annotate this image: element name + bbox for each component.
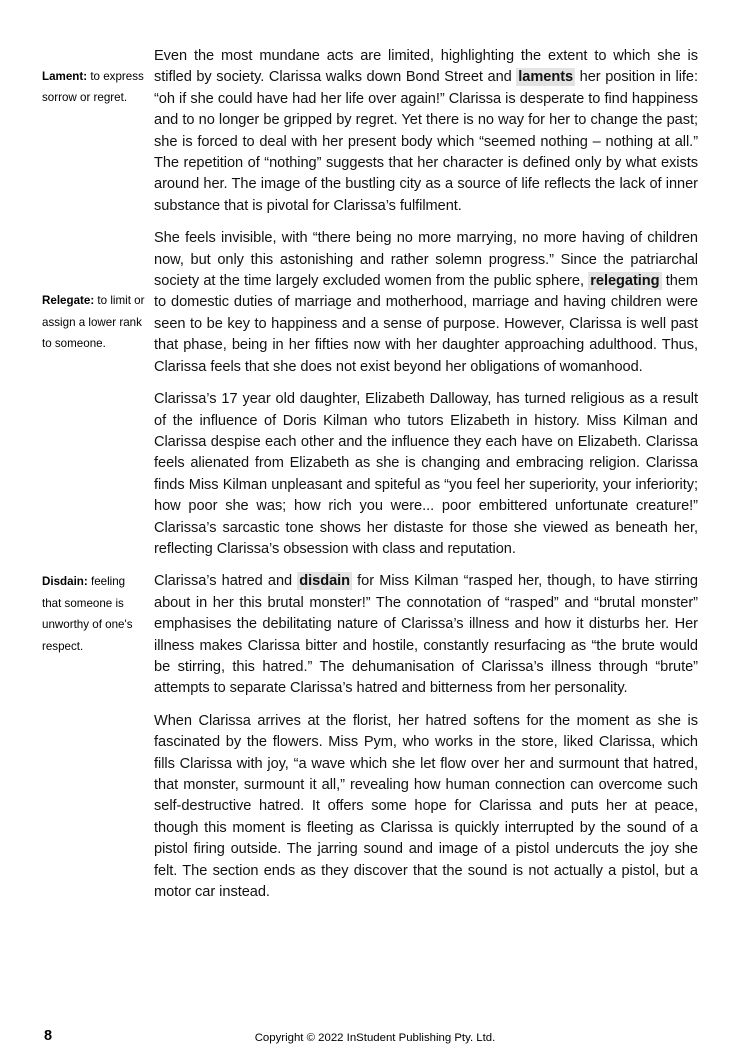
content-block-3 (42, 389, 698, 560)
definition-text: to express sorrow or regret. (42, 70, 144, 105)
paragraph-2-text-b: them to domestic duties of marriage and motherhood, marriage and having children were seen to be key to happiness and a sense of purpose. However, Clarissa is well past that phase, being in her fifties now with her daughter approaching adulthood. Thus, Clarissa feels that she does not exist beyond her obligations of womanhood. (154, 273, 699, 375)
content-block-2 (42, 228, 698, 378)
paragraph-3: Clarissa’s 17 year old daughter, Elizabeth Dalloway, has turned religious as a result of the influence of Doris Kilman who tutors Elizabeth in history. Miss Kilman and Clarissa despise each other and the influence they each have on Elizabeth. Clarissa feels alienated from Elizabeth as she is changing and embracing religion. Clarissa finds Miss Kilman unpleasant and spiteful as “you feel her superiority, your inferiority; how poor she was; how rich you were... poor embittered unfortunate creature!” Clarissa’s sarcastic tone shows her distaste for those she viewed as beneath her, reflecting Clarissa’s obsession with class and reputation. (154, 391, 698, 557)
definition-note-relegate (42, 290, 146, 354)
paragraph-4-text-b: for Miss Kilman “rasped her, though, to have stirring about in her this brutal monster!” The connotation of “rasped” and “brutal monster” emphasises the debilitating nature of Clarissa’s illness and how it disturbs her. Her illness makes Clarissa bitter and hostile, constantly resurfacing as “the brute would be stirring, this hatred.” The dehumanisation of Clarissa’s illness through “brute” attempts to separate Clarissa’s hatred and bitterness from her personality. (154, 573, 699, 697)
content-block-4 (42, 571, 698, 699)
copyright-notice: Copyright © 2022 InStudent Publishing Pty. Ltd. (254, 1032, 496, 1044)
definition-text: to limit or assign a lower rank to someone. (42, 294, 145, 351)
paragraph-5: When Clarissa arrives at the florist, her hatred softens for the moment as she is fascinated by the flowers. Miss Pym, who works in the store, liked Clarissa, which fills Clarissa with joy, “a wave which she let flow over her and surmount that hatred, that monster, surmount it all,” revealing how human connection can overcome such self-destructive hatred. It offers some hope for Clarissa and puts her at peace, though this moment is fleeting as Clarissa is quickly interrupted by the sound of a pistol firing outside. The jarring sound and image of a pistol undercuts the joy she felt. The section ends as they discover that the sound is not actually a pistol, but a motor car instead. (154, 712, 698, 901)
paragraph-1-text-b: her position in life: “oh if she could have had her life over again!” Clarissa is desperate to find happiness and to no longer be gripped by regret. Yet there is no way for her to change the past; she is forced to deal with her present body which “seemed nothing – nothing at all.” The repetition of “nothing” suggests that her character is defined only by what exists around her. The image of the bustling city as a source of life reflects the lack of inner substance that is pivotal for Clarissa’s fulfilment. (154, 69, 698, 214)
highlighted-keyword-relegating: relegating (590, 273, 660, 290)
definition-term: Lament: (42, 70, 88, 83)
paragraph-2 (154, 228, 698, 378)
definition-note-lament (42, 66, 146, 109)
content-block-5 (42, 711, 698, 904)
paragraph-2-text-a: She feels invisible, with “there being no more marrying, no more having of children now, but only this astonishing and rather solemn progress.” Since the patriarchal society at the time largely excluded women from the public sphere, (154, 230, 698, 290)
definition-term: Relegate: (42, 294, 95, 308)
content-block-1 (42, 46, 698, 217)
page-number: 8 (44, 1028, 53, 1044)
definition-term: Disdain: (42, 575, 88, 589)
definition-note-disdain (42, 571, 146, 657)
paragraph-4-text-a: Clarissa’s hatred and (154, 573, 298, 590)
paragraph-4 (154, 571, 698, 699)
paragraph-1-text-a: Even the most mundane acts are limited, highlighting the extent to which she is stifled by society. Clarissa walks down Bond Street and (154, 48, 698, 86)
page-content (42, 46, 698, 903)
definition-text: feeling that someone is unworthy of one's respect. (42, 575, 133, 653)
highlighted-keyword-laments: laments (518, 69, 574, 86)
highlighted-keyword-disdain: disdain (299, 573, 351, 590)
page-footer (0, 1022, 750, 1062)
paragraph-1 (154, 46, 698, 217)
